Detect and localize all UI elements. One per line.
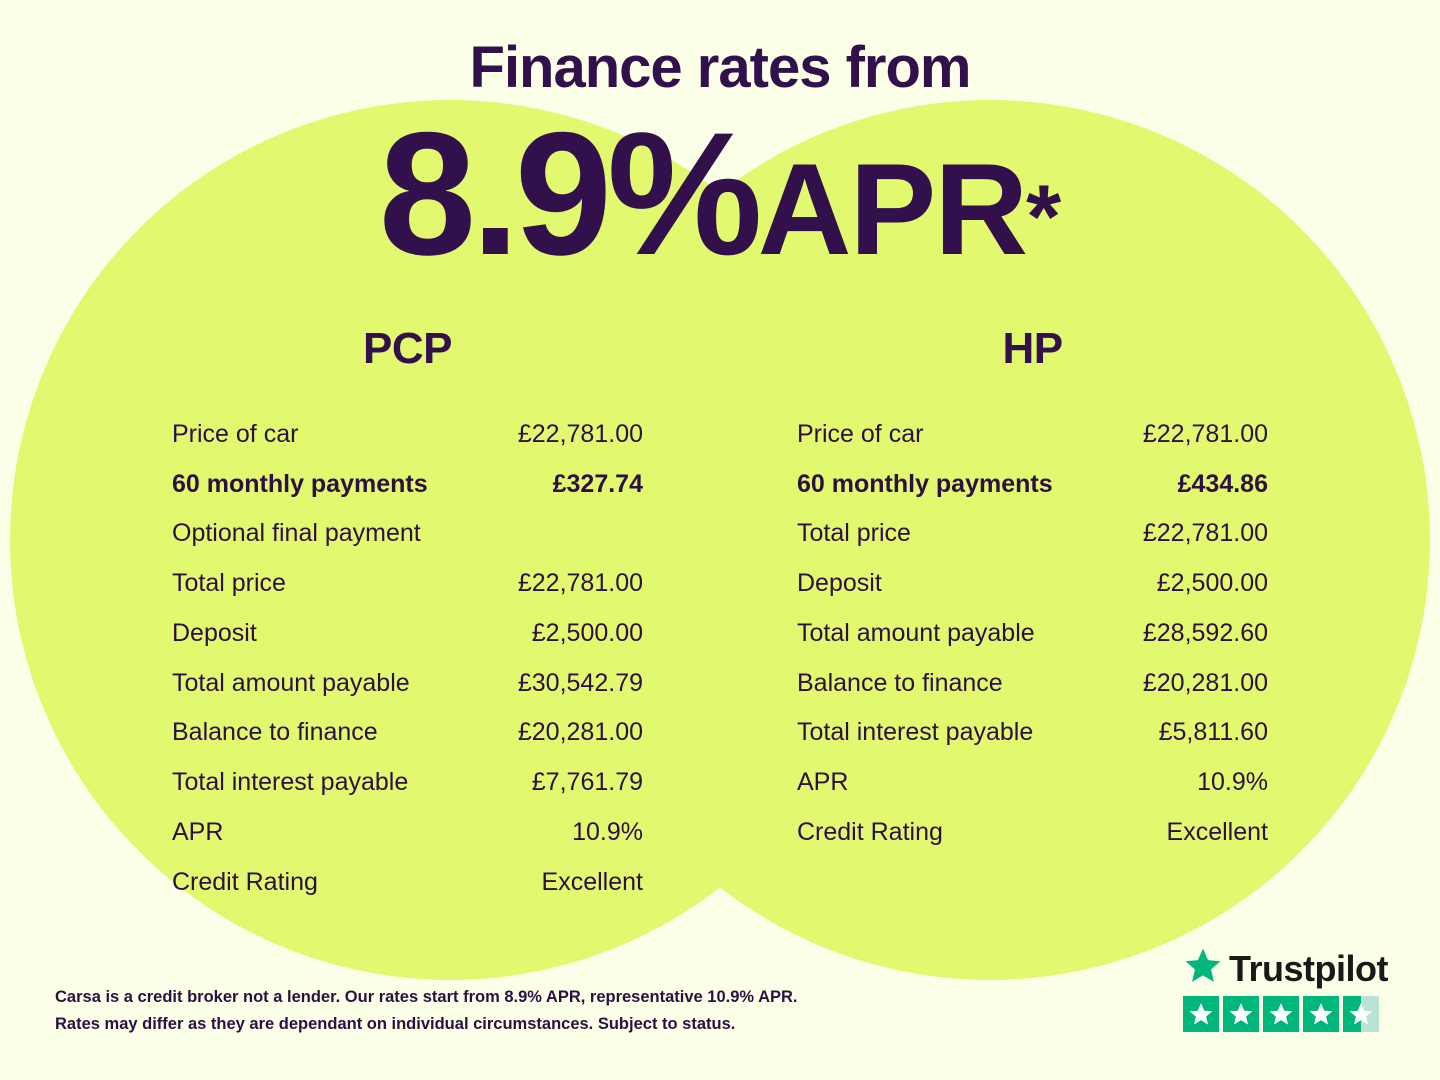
- table-row: [170, 708, 645, 758]
- table-row: [795, 808, 1270, 858]
- trustpilot-rating: [1183, 947, 1388, 1032]
- row-value: £22,781.00: [517, 419, 643, 448]
- table-title-hp: HP: [1002, 323, 1063, 373]
- row-label: Total amount payable: [797, 618, 1035, 647]
- row-value: £5,811.60: [1158, 718, 1268, 747]
- row-value: £2,500.00: [531, 618, 643, 647]
- finance-tables: [0, 324, 1440, 908]
- table-row: [795, 509, 1270, 559]
- row-label: APR: [797, 768, 849, 797]
- page-title: Finance rates from: [469, 35, 971, 100]
- table-row: [170, 460, 645, 510]
- finance-table-pcp: [170, 324, 645, 908]
- row-label: Total interest payable: [172, 768, 409, 797]
- row-label: 60 monthly payments: [172, 469, 428, 498]
- table-row: [170, 609, 645, 659]
- row-value: £327.74: [552, 469, 643, 498]
- row-value: £7,761.79: [531, 768, 643, 797]
- star-icon: [1263, 996, 1299, 1032]
- star-icon: [1223, 996, 1259, 1032]
- table-row: [170, 559, 645, 609]
- row-label: Total amount payable: [172, 668, 410, 697]
- row-value: Excellent: [541, 867, 643, 896]
- row-label: 60 monthly payments: [797, 469, 1053, 498]
- table-row: [795, 758, 1270, 808]
- row-label: Credit Rating: [797, 817, 943, 846]
- star-half-icon: [1343, 996, 1379, 1032]
- table-row: [795, 410, 1270, 460]
- table-row: [170, 858, 645, 908]
- finance-table-hp: [795, 324, 1270, 908]
- disclaimer-line-2: Rates may differ as they are dependant on individual circumstances. Subject to status.: [55, 1014, 736, 1033]
- disclaimer-line-1: Carsa is a credit broker not a lender. Our rates start from 8.9% APR, representative 10.9% APR.: [55, 987, 798, 1006]
- row-label: Deposit: [797, 569, 882, 598]
- row-value: £2,500.00: [1156, 569, 1268, 598]
- row-label: Optional final payment: [172, 519, 421, 548]
- apr-headline: [0, 96, 1440, 292]
- table-row: [795, 460, 1270, 510]
- table-title-pcp: PCP: [363, 323, 452, 373]
- table-row: [795, 609, 1270, 659]
- star-icon: [1303, 996, 1339, 1032]
- table-row: [170, 509, 645, 559]
- table-rows-pcp: [170, 410, 645, 908]
- row-value: £22,781.00: [517, 569, 643, 598]
- table-row: [170, 410, 645, 460]
- row-value: 10.9%: [572, 817, 643, 846]
- table-row: [170, 659, 645, 709]
- row-label: Total price: [797, 519, 911, 548]
- row-value: £434.86: [1177, 469, 1268, 498]
- row-value: 10.9%: [1197, 768, 1268, 797]
- row-value: £30,542.79: [517, 668, 643, 697]
- row-label: Price of car: [172, 419, 299, 448]
- row-label: Balance to finance: [172, 718, 378, 747]
- table-rows-hp: [795, 410, 1270, 858]
- row-label: Deposit: [172, 618, 257, 647]
- table-row: [170, 808, 645, 858]
- row-value: £28,592.60: [1142, 618, 1268, 647]
- trustpilot-logo: [1183, 947, 1388, 990]
- apr-rate-value: 8.9%: [378, 96, 758, 292]
- table-row: [795, 559, 1270, 609]
- apr-label: APR: [757, 135, 1027, 282]
- table-row: [795, 659, 1270, 709]
- row-label: Credit Rating: [172, 867, 318, 896]
- star-icon: [1183, 996, 1219, 1032]
- row-label: Balance to finance: [797, 668, 1003, 697]
- table-row: [170, 758, 645, 808]
- row-label: Total price: [172, 569, 286, 598]
- row-label: Total interest payable: [797, 718, 1034, 747]
- trustpilot-name: Trustpilot: [1229, 947, 1388, 989]
- row-value: Excellent: [1166, 817, 1268, 846]
- row-label: Price of car: [797, 419, 924, 448]
- row-value: £20,281.00: [517, 718, 643, 747]
- row-label: APR: [172, 817, 224, 846]
- trustpilot-stars: [1183, 996, 1388, 1032]
- row-value: £22,781.00: [1142, 519, 1268, 548]
- apr-asterisk: *: [1026, 167, 1062, 268]
- trustpilot-star-icon: [1183, 947, 1223, 990]
- table-row: [795, 708, 1270, 758]
- row-value: £22,781.00: [1142, 419, 1268, 448]
- disclaimer: [55, 984, 797, 1038]
- row-value: £20,281.00: [1142, 668, 1268, 697]
